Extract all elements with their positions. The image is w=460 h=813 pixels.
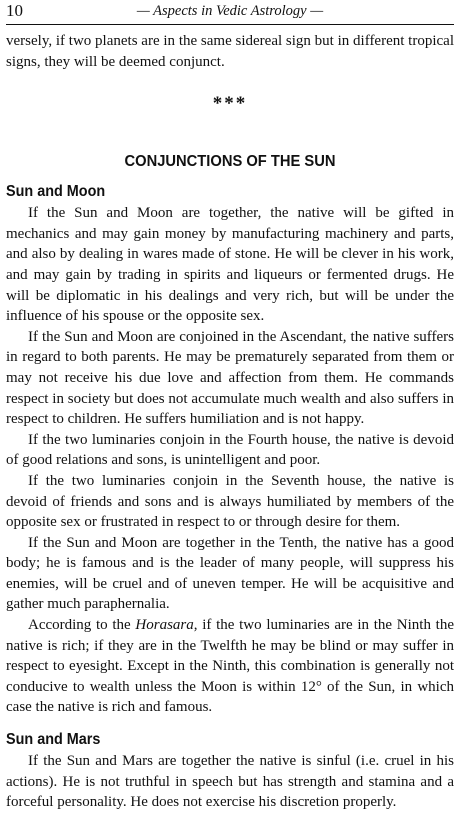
- page-number: 10: [6, 1, 23, 20]
- intro-paragraph: versely, if two planets are in the same sidereal sign but in different tropical signs, they will be deemed conjunct.: [6, 33, 454, 70]
- paragraph: If the two luminaries conjoin in the Fourth house, the native is devoid of good relations and sons, is unintelligent and poor.: [6, 431, 454, 469]
- horasara-text: , if the two luminaries are in the Ninth the native is rich; if they are in the Twelfth he may be blind or may suffer in respect to eyesight. Except in the Ninth, this combination is generally not conducive to wealth unless the Moon is within 12° of the Sun, in which case the native is rich and famous.: [6, 617, 454, 716]
- paragraph: If the two luminaries conjoin in the Seventh house, the native is devoid of friends and sons and is always humiliated by members of the opposite sex or frustrated in respect to or through desire for them.: [6, 472, 454, 531]
- horasara-intro: According to the: [28, 617, 136, 634]
- paragraph: If the Sun and Moon are together in the Tenth, the native has a good body; he is famous and is the leader of many people, will suppress his enemies, will be cruel and of uneven temper. He will be acquisitive and gather much paraphernalia.: [6, 534, 454, 613]
- section-title: CONJUNCTIONS OF THE SUN: [124, 153, 336, 171]
- subheading-sun-and-moon: Sun and Moon: [6, 183, 106, 201]
- page-header: [6, 0, 454, 25]
- horasara-source: Horasara: [135, 617, 194, 634]
- horasara-paragraph: [6, 615, 454, 718]
- running-head: — Aspects in Vedic Astrology —: [136, 3, 324, 19]
- paragraph: If the Sun and Moon are conjoined in the Ascendant, the native suffers in regard to both parents. He may be prematurely separated from them or may not receive his due love and affection from them. He commands respect in society but does not accumulate much wealth and also suffers in respect to children. He suffers humiliation and is not happy.: [6, 328, 454, 428]
- section-separator: ***: [212, 93, 248, 115]
- paragraph: If the Sun and Moon are together, the native will be gifted in mechanics and may gain money by manufacturing machinery and parts, and also by dealing in wares made of stone. He will be clever in his work, and may gain by trading in spirits and liqueurs or fermented drugs. He will be diplomatic in his dealings and very rich, but will be under the influence of his spouse or the opposite sex.: [6, 205, 454, 325]
- paragraph: If the Sun and Mars are together the native is sinful (i.e. cruel in his actions). He is not truthful in speech but has strength and stamina and a forceful personality. He does not exercise his discretion properly.: [6, 753, 454, 811]
- subheading-sun-and-mars: Sun and Mars: [6, 731, 101, 749]
